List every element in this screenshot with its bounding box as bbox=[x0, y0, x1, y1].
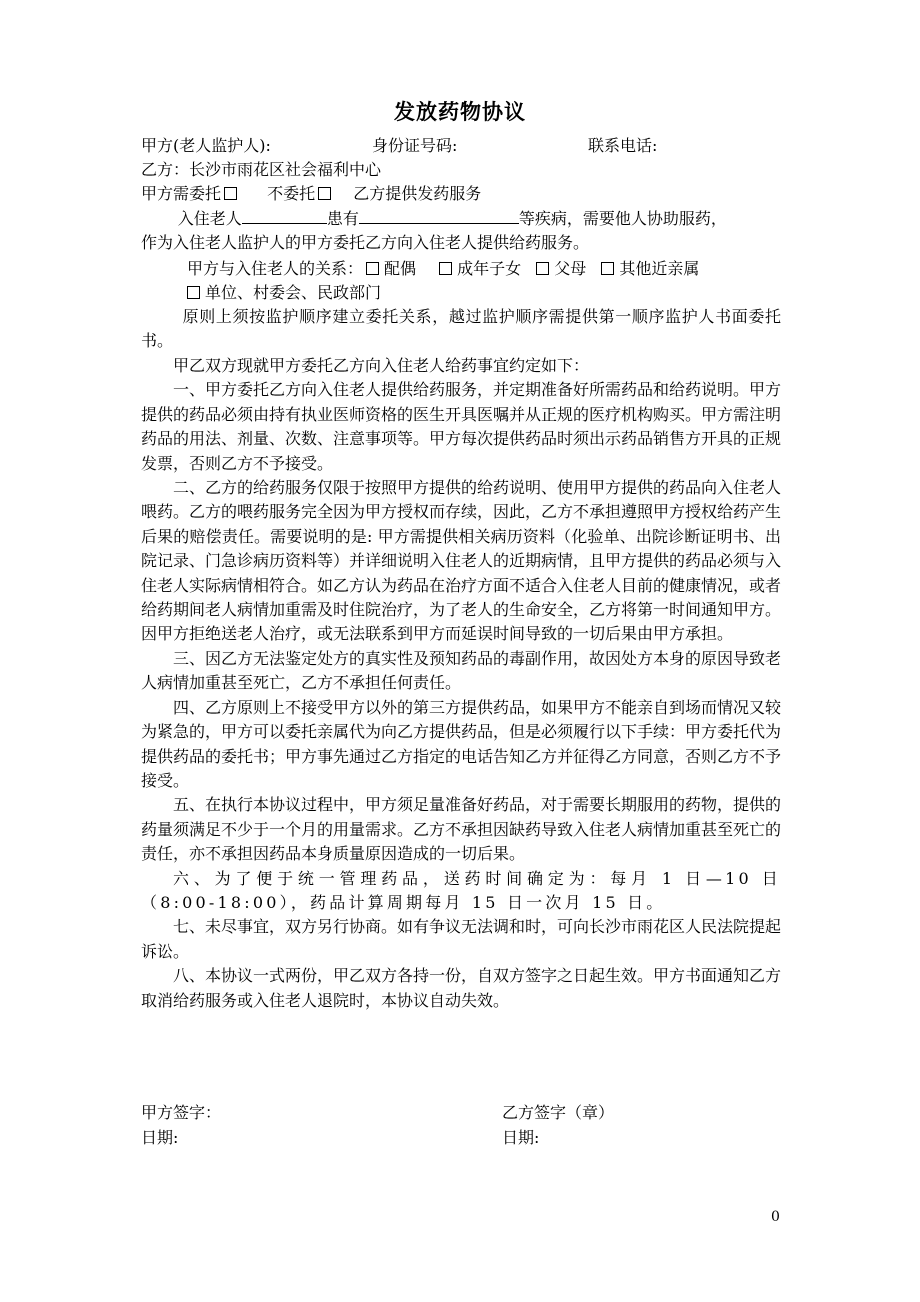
clause-3: 三、因乙方无法鉴定处方的真实性及预知药品的毒副作用，故因处方本身的原因导致老人病情加重甚至死亡，乙方不承担任何责任。 bbox=[141, 648, 782, 693]
service-label: 乙方提供发药服务 bbox=[353, 184, 482, 203]
phone-line bbox=[588, 134, 657, 158]
party-a-label: 甲方(老人监护人): bbox=[141, 136, 271, 155]
relation-line-2 bbox=[187, 281, 381, 305]
phone-label: 联系电话: bbox=[588, 136, 658, 155]
agreement-intro: 甲乙双方现就甲方委托乙方向入住老人给药事宜约定如下： bbox=[173, 356, 590, 375]
diseases-label: 等疾病，需要他人协助服药， bbox=[518, 209, 727, 228]
resident-name-blank[interactable] bbox=[242, 206, 327, 224]
relation-checkbox-organization[interactable] bbox=[187, 286, 200, 299]
suffers-label: 患有 bbox=[326, 209, 359, 228]
id-number-label: 身份证号码: bbox=[372, 136, 458, 155]
entrust-line bbox=[141, 182, 481, 206]
entrust-label: 甲方需委托 bbox=[141, 184, 222, 203]
relation-checkbox-other-relatives[interactable] bbox=[601, 262, 614, 275]
not-entrust-checkbox[interactable] bbox=[318, 187, 331, 200]
relation-option-spouse: 配偶 bbox=[384, 259, 417, 278]
resident-label: 入住老人 bbox=[177, 209, 242, 228]
relation-checkbox-parents[interactable] bbox=[536, 262, 549, 275]
clause-2: 二、乙方的给药服务仅限于按照甲方提供的给药说明、使用甲方提供的药品向入住老人喂药。乙方的喂药服务完全因为甲方授权而存续，因此，乙方不承担遵照甲方授权给药产生后果的赔偿责任。需要说明的是: 甲方需提供相关病历资料（化验单、出院诊断证明书、出院记录、门急诊病历资料等）并详细说明入住老人的近期病情，且甲方提供的药品必须与入住老人实际病情相符合。如乙方认为药品在治疗方面不适合入住老人目前的健康情况，或者给药期间老人病情加重需及时住院治疗，为了老人的生命安全，乙方将第一时间通知甲方。因甲方拒绝送老人治疗，或无法联系到甲方而延误时间导致的一切后果由甲方承担。 bbox=[141, 478, 782, 644]
clause-1: 一、甲方委托乙方向入住老人提供给药服务，并定期准备好所需药品和给药说明。甲方提供的药品必须由持有执业医师资格的医生开具医嘱并从正规的医疗机构购买。甲方需注明药品的用法、剂量、次数、注意事项等。甲方每次提供药品时须出示药品销售方开具的正规发票，否则乙方不予接受。 bbox=[141, 380, 782, 473]
party-b-label: 乙方：长沙市雨花区社会福利中心 bbox=[141, 160, 382, 179]
intro-continuation: 作为入住老人监护人的甲方委托乙方向入住老人提供给药服务。 bbox=[141, 233, 590, 253]
relation-line bbox=[187, 257, 699, 281]
party-b-date-label: 日期: bbox=[502, 1128, 540, 1147]
clause-5: 五、在执行本协议过程中，甲方须足量准备好药品，对于需要长期服用的药物，提供的药量须满足不少于一个月的用量需求。乙方不承担因缺药导致入住老人病情加重甚至死亡的责任，亦不承担因药品本身质量原因造成的一切后果。 bbox=[141, 795, 782, 864]
document-title: 发放药物协议 bbox=[394, 99, 526, 124]
clause-6: 六、为了便于统一管理药品，送药时间确定为：每月 1 日—10 日（8:00-18:00），药品计算周期每月 15 日一次月 15 日。 bbox=[141, 868, 781, 912]
id-number-line bbox=[372, 134, 457, 158]
party-a-line bbox=[141, 134, 271, 158]
relation-option-organization: 单位、村委会、民政部门 bbox=[205, 283, 382, 302]
relation-option-parents: 父母 bbox=[554, 259, 587, 278]
principle-text: 原则上须按监护顺序建立委托关系，越过监护顺序需提供第一顺序监护人书面委托书。 bbox=[141, 307, 781, 351]
party-a-signature-label: 甲方签字： bbox=[141, 1103, 222, 1122]
relation-option-other-relatives: 其他近亲属 bbox=[619, 259, 700, 278]
clauses-section bbox=[141, 354, 781, 1013]
relation-checkbox-spouse[interactable] bbox=[366, 262, 379, 275]
relation-checkbox-adult-child[interactable] bbox=[439, 262, 452, 275]
clause-8: 八、本协议一式两份，甲乙双方各持一份，自双方签字之日起生效。甲方书面通知乙方取消给药服务或入住老人退院时，本协议自动失效。 bbox=[141, 966, 782, 1010]
clause-7: 七、未尽事宜，双方另行协商。如有争议无法调和时，可向长沙市雨花区人民法院提起诉讼。 bbox=[141, 917, 782, 961]
relation-option-adult-child: 成年子女 bbox=[457, 259, 522, 278]
intro-paragraph bbox=[141, 206, 781, 256]
party-b-line bbox=[141, 158, 381, 182]
entrust-checkbox[interactable] bbox=[224, 187, 237, 200]
disease-blank[interactable] bbox=[359, 206, 519, 224]
party-b-signature-label: 乙方签字（章） bbox=[502, 1103, 615, 1122]
clause-4: 四、乙方原则上不接受甲方以外的第三方提供药品，如果甲方不能亲自到场而情况又较为紧急的，甲方可以委托亲属代为向乙方提供药品，但是必须履行以下手续：甲方委托代为提供药品的委托书；甲方事先通过乙方指定的电话告知乙方并征得乙方同意，否则乙方不予接受。 bbox=[141, 697, 782, 790]
page-number: 0 bbox=[771, 1209, 780, 1225]
not-entrust-label: 不委托 bbox=[267, 184, 316, 203]
party-a-date-label: 日期: bbox=[141, 1128, 179, 1147]
principle-paragraph bbox=[141, 305, 781, 354]
relation-label: 甲方与入住老人的关系： bbox=[187, 259, 364, 278]
